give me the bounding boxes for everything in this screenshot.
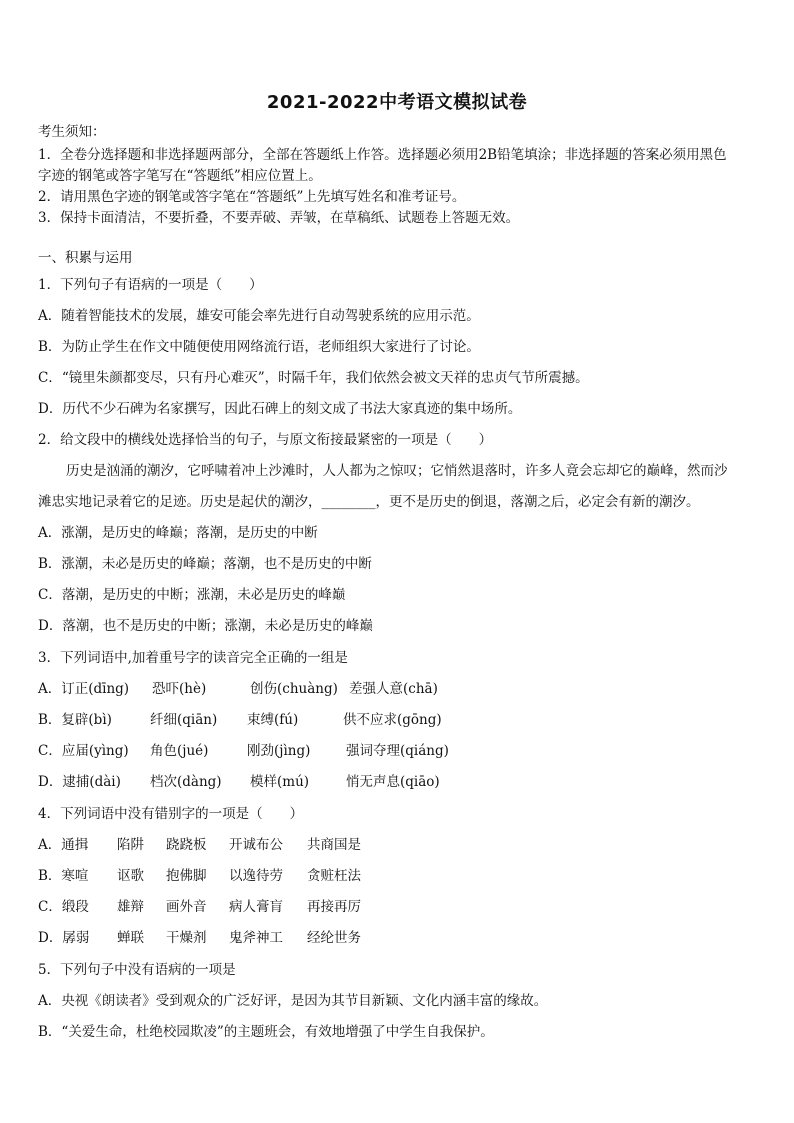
question-4-option-b-word: 讴歌 bbox=[117, 868, 144, 884]
question-4-option-d-word: 经纶世务 bbox=[307, 930, 361, 946]
question-4-option-d-word: 蝉联 bbox=[117, 930, 144, 946]
question-1-option-b: B．为防止学生在作文中随便使用网络流行语，老师组织大家进行了讨论。 bbox=[38, 339, 480, 355]
question-4-option-c-word: 再接再厉 bbox=[307, 899, 361, 915]
notice-item: 1．全卷分选择题和非选择题两部分，全部在答题纸上作答。选择题必须用2B铅笔填涂；非选择题的答案必须用黑色 bbox=[38, 147, 727, 163]
question-4-stem: 4．下列词语中没有错别字的一项是（ ） bbox=[38, 806, 304, 822]
question-3-option-b-word: 供不应求(gōng) bbox=[343, 712, 442, 728]
question-2-option-a: A．涨潮，是历史的峰巅；落潮，是历史的中断 bbox=[38, 525, 318, 541]
question-1-option-c: C．“镜里朱颜都变尽，只有丹心难灭”，时隔千年，我们依然会被文天祥的忠贞气节所震撼。 bbox=[38, 370, 589, 386]
question-2-passage-line: 滩忠实地记录着它的足迹。历史是起伏的潮汐，________，更不是历史的倒退，落潮之后，必定会有新的潮汐。 bbox=[38, 494, 700, 510]
question-4-option-a-word: A．通揖 bbox=[38, 837, 89, 853]
page-title: 2021-2022中考语文模拟试卷 bbox=[266, 92, 528, 113]
question-1-option-a: A．随着智能技术的发展，雄安可能会率先进行自动驾驶系统的应用示范。 bbox=[38, 308, 480, 324]
question-3-option-a-word: 创伤(chuàng) bbox=[250, 681, 338, 697]
question-3-option-d-word: 悄无声息(qiāo) bbox=[346, 774, 440, 790]
notice-heading: 考生须知： bbox=[38, 124, 106, 140]
question-3-option-c-word: 角色(jué) bbox=[150, 743, 209, 759]
question-3-option-c-word: C．应届(yìng) bbox=[38, 743, 129, 759]
question-4-option-d-word: 干燥剂 bbox=[166, 930, 207, 946]
question-4-option-d-word: D．孱弱 bbox=[38, 930, 90, 946]
question-4-option-b-word: B．寒喧 bbox=[38, 868, 89, 884]
question-5-option-a: A．央视《朗读者》受到观众的广泛好评，是因为其节目新颖、文化内涵丰富的缘故。 bbox=[38, 993, 548, 1009]
question-3-option-b-word: 束缚(fú) bbox=[247, 712, 299, 728]
notice-item: 2．请用黑色字迹的钢笔或答字笔在“答题纸”上先填写姓名和准考证号。 bbox=[38, 189, 466, 205]
question-4-option-b-word: 以逸待劳 bbox=[229, 868, 283, 884]
question-2-option-d: D．落潮，也不是历史的中断；涨潮，未必是历史的峰巅 bbox=[38, 618, 373, 634]
question-3-option-d-word: D．逮捕(dài) bbox=[38, 774, 121, 790]
question-4-option-c-word: 病人膏肓 bbox=[229, 899, 283, 915]
question-1-option-d: D．历代不少石碑为名家撰写，因此石碑上的刻文成了书法大家真迹的集中场所。 bbox=[38, 401, 522, 417]
question-4-option-b-word: 贪赃枉法 bbox=[307, 868, 361, 884]
question-2-stem: 2．给文段中的横线处选择恰当的句子，与原文衔接最紧密的一项是（ ） bbox=[38, 432, 493, 448]
question-2-option-c: C．落潮，是历史的中断；涨潮，未必是历史的峰巅 bbox=[38, 587, 346, 603]
question-4-option-a-word: 开诚布公 bbox=[229, 837, 283, 853]
question-3-option-d-word: 档次(dàng) bbox=[150, 774, 222, 790]
notice-item: 字迹的钢笔或答字笔写在“答题纸”相应位置上。 bbox=[38, 168, 322, 184]
question-5-option-b: B．“关爱生命，杜绝校园欺凌”的主题班会，有效地增强了中学生自我保护。 bbox=[38, 1024, 494, 1040]
question-4-option-c-word: 画外音 bbox=[166, 899, 207, 915]
question-1-stem: 1．下列句子有语病的一项是（ ） bbox=[38, 277, 263, 293]
question-3-option-b-word: B．复辟(bì) bbox=[38, 712, 112, 728]
question-4-option-b-word: 抱佛脚 bbox=[166, 868, 207, 884]
question-2-option-b: B．涨潮，未必是历史的峰巅；落潮，也不是历史的中断 bbox=[38, 556, 372, 572]
question-4-option-a-word: 陷阱 bbox=[117, 837, 144, 853]
question-5-stem: 5．下列句子中没有语病的一项是 bbox=[38, 962, 236, 978]
question-4-option-a-word: 跷跷板 bbox=[166, 837, 207, 853]
question-3-option-c-word: 刚劲(jìng) bbox=[247, 743, 311, 759]
question-3-option-b-word: 纤细(qiān) bbox=[150, 712, 218, 728]
question-2-passage-line: 历史是汹涌的潮汐，它呼啸着冲上沙滩时，人人都为之惊叹；它悄然退落时，许多人竟会忘却它的巅峰，然而沙 bbox=[66, 463, 728, 479]
question-3-option-a-word: 差强人意(chā) bbox=[349, 681, 438, 697]
section-heading: 一、积累与运用 bbox=[38, 250, 133, 266]
question-3-option-a-word: 恐吓(hè) bbox=[152, 681, 207, 697]
question-4-option-c-word: C．缎段 bbox=[38, 899, 89, 915]
question-3-option-d-word: 模样(mú) bbox=[250, 774, 310, 790]
question-3-option-c-word: 强词夺理(qiáng) bbox=[346, 743, 449, 759]
question-4-option-a-word: 共商国是 bbox=[307, 837, 361, 853]
notice-item: 3．保持卡面清洁，不要折叠，不要弄破、弄皱，在草稿纸、试题卷上答题无效。 bbox=[38, 210, 520, 226]
question-3-stem: 3．下列词语中,加着重号字的读音完全正确的一组是 bbox=[38, 650, 348, 666]
question-3-option-a-word: A．订正(dīng) bbox=[38, 681, 130, 697]
question-4-option-c-word: 雄辩 bbox=[117, 899, 144, 915]
question-4-option-d-word: 鬼斧神工 bbox=[229, 930, 283, 946]
